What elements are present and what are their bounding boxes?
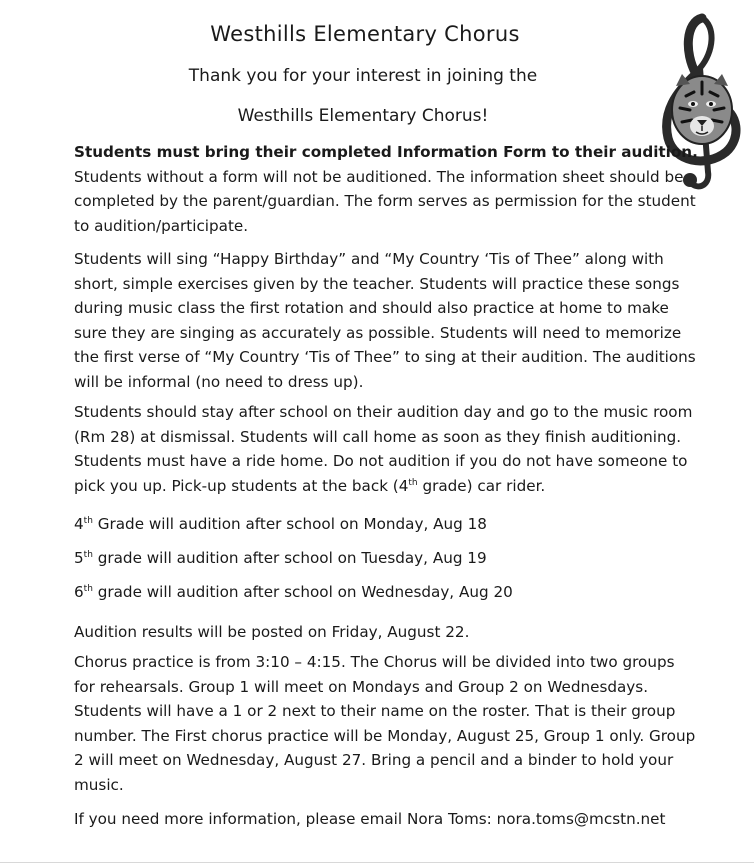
after-school-superscript: th — [408, 477, 418, 488]
paragraph-information-form — [74, 140, 699, 238]
schedule-text: Grade will audition after school on Monday, Aug 18 — [92, 515, 487, 533]
information-form-emphasis: Students must bring their completed Information Form to their audition. — [74, 143, 698, 161]
paragraph-chorus-practice: Chorus practice is from 3:10 – 4:15. The Chorus will be divided into two groups for rehearsals. Group 1 will meet on Mondays and Group 2 on Wednesdays. Students will have a 1 or 2 next to their name on the roster. That is their group number. The First chorus practice will be Monday, August 25, Group 1 only. Group 2 will meet on Wednesday, August 27. Bring a pencil and a binder to hold your music. — [74, 653, 696, 794]
subtitle-line-2: Westhills Elementary Chorus! — [237, 106, 489, 126]
paragraph-songs: Students will sing “Happy Birthday” and “My Country ‘Tis of Thee” along with short, simple exercises given by the teacher. Students will practice these songs during music class the first rotation and should also practice at home to make sure they are singing as accurately as possible. Students will need to memorize the first verse of “My Country ‘Tis of Thee” to sing at their audition. The auditions will be informal (no need to dress up). — [74, 250, 696, 391]
grade-number: 4 — [74, 515, 84, 533]
grade-number: 5 — [74, 549, 84, 567]
schedule-line-4th-grade — [74, 512, 487, 536]
grade-superscript: th — [83, 549, 93, 560]
bottom-divider — [0, 862, 754, 863]
schedule-line-6th-grade — [74, 580, 513, 604]
information-form-text: Students without a form will not be auditioned. The information sheet should be completed by the parent/guardian. The form serves as permission for the student to audition/participate. — [74, 167, 696, 235]
schedule-text: grade will audition after school on Tuesday, Aug 19 — [92, 549, 487, 567]
after-school-text-b: grade) car rider. — [417, 476, 546, 495]
subtitle-line-1: Thank you for your interest in joining the — [188, 66, 538, 86]
schedule-line-5th-grade — [74, 546, 487, 570]
grade-number: 6 — [74, 583, 84, 601]
paragraph-after-school — [74, 400, 699, 498]
grade-superscript: th — [83, 583, 93, 594]
tiger-face-icon — [672, 74, 732, 144]
audition-results-line: Audition results will be posted on Friday, August 22. — [74, 623, 470, 641]
contact-line: If you need more information, please email Nora Toms: nora.toms@mcstn.net — [74, 810, 666, 828]
after-school-text-a: Students should stay after school on their audition day and go to the music room (Rm 28) at dismissal. Students will call home as soon as they finish auditioning. Students must have a ride home. Do not audition if you do not have someone to pick you up. Pick-up students at the back (4 — [74, 403, 693, 495]
grade-superscript: th — [83, 515, 93, 526]
schedule-text: grade will audition after school on Wednesday, Aug 20 — [92, 583, 513, 601]
page-title: Westhills Elementary Chorus — [210, 22, 520, 46]
